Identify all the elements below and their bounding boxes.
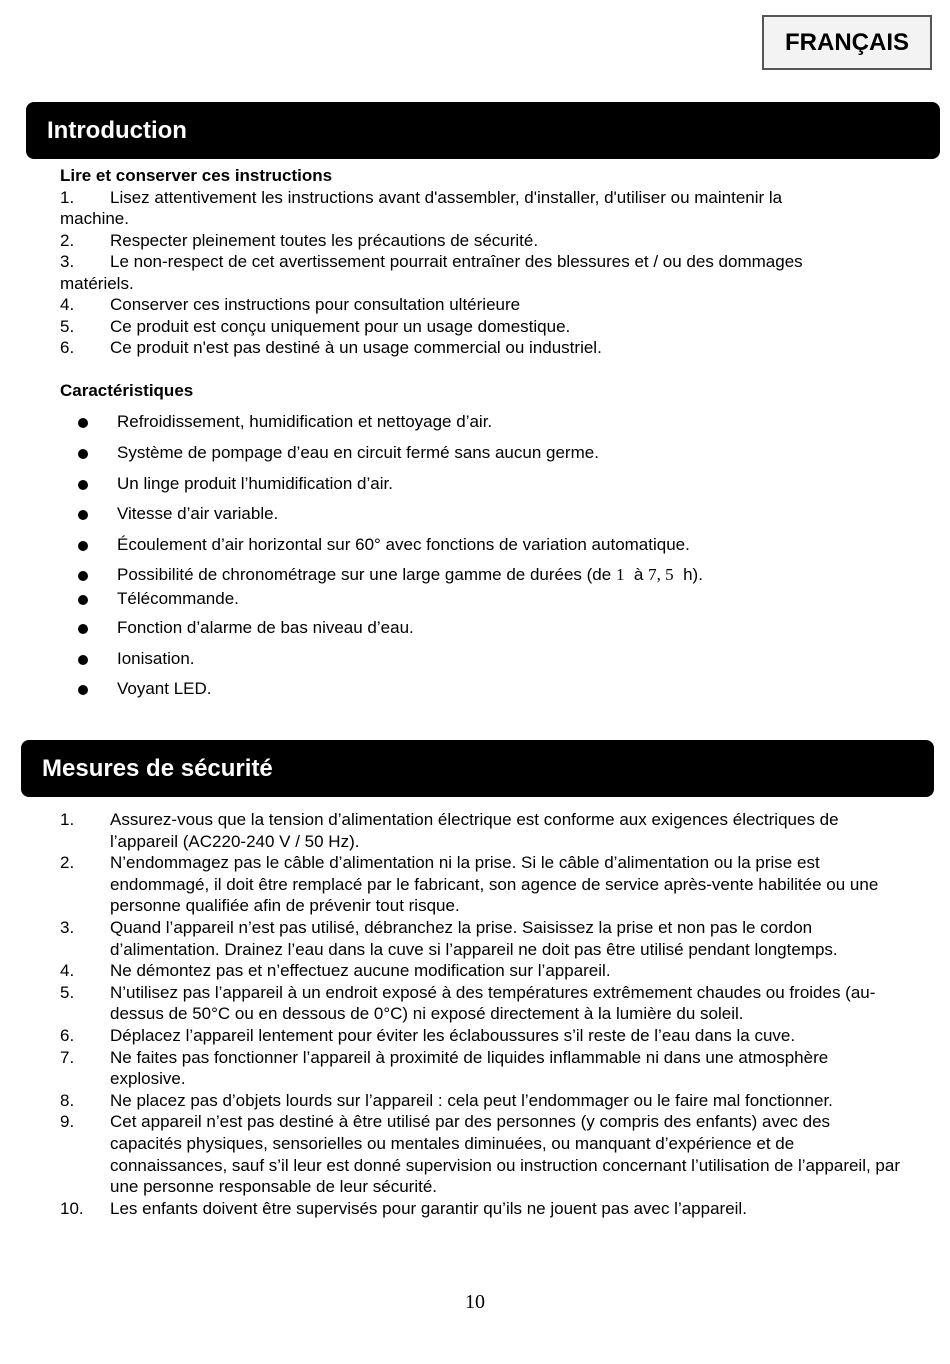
item-number: 2. bbox=[60, 853, 75, 873]
intro-item bbox=[60, 316, 910, 338]
section-title-introduction: Introduction bbox=[47, 116, 187, 144]
item-text-continued: matériels. bbox=[60, 273, 134, 293]
feature-text: Vitesse d’air variable. bbox=[117, 504, 279, 523]
intro-subheading: Lire et conserver ces instructions bbox=[60, 166, 333, 185]
feature-text: Fonction d’alarme de bas niveau d’eau. bbox=[117, 618, 414, 637]
section-title-safety: Mesures de sécurité bbox=[42, 754, 273, 782]
item-text: Déplacez l’appareil lentement pour éviter les éclaboussures s’il reste de l’eau dans la cuve. bbox=[110, 1025, 796, 1045]
safety-item bbox=[60, 917, 900, 960]
item-number: 3. bbox=[60, 252, 75, 271]
safety-item bbox=[60, 960, 900, 982]
item-text: Ne démontez pas et n’effectuez aucune modification sur l’appareil. bbox=[110, 961, 611, 981]
timer-unit: h). bbox=[683, 565, 703, 584]
item-text: N’utilisez pas l’appareil à un endroit exposé à des températures extrêmement chaudes ou froides (au-dessus de 50°C ou en dessous de 0°C) ni exposé directement à la lumière du soleil. bbox=[110, 982, 876, 1024]
item-number: 9. bbox=[60, 1112, 75, 1132]
feature-text-timer bbox=[117, 564, 703, 585]
intro-item bbox=[60, 294, 910, 316]
section-banner-safety bbox=[21, 740, 934, 797]
intro-item bbox=[60, 337, 910, 359]
item-text: Ne faites pas fonctionner l’appareil à proximité de liquides inflammable ni dans une atmosphère explosive. bbox=[110, 1047, 829, 1089]
bullet-icon bbox=[78, 480, 88, 490]
intro-section bbox=[60, 165, 910, 359]
language-label: FRANÇAIS bbox=[762, 15, 932, 70]
safety-item bbox=[60, 1047, 900, 1090]
item-text: Lisez attentivement les instructions avant d'assembler, d'installer, d'utiliser ou maintenir la bbox=[110, 187, 783, 207]
item-text: Ce produit n'est pas destiné à un usage commercial ou industriel. bbox=[110, 338, 602, 357]
section-banner-introduction bbox=[26, 102, 940, 159]
item-number: 5. bbox=[60, 982, 75, 1002]
bullet-icon bbox=[78, 510, 88, 520]
safety-item bbox=[60, 1198, 900, 1220]
timer-to: 7, 5 bbox=[648, 565, 674, 584]
bullet-icon bbox=[78, 571, 88, 581]
safety-item bbox=[60, 852, 900, 917]
safety-list bbox=[60, 809, 900, 1219]
intro-item bbox=[60, 251, 910, 294]
bullet-icon bbox=[78, 541, 88, 551]
safety-item bbox=[60, 1090, 900, 1112]
item-text: Ce produit est conçu uniquement pour un usage domestique. bbox=[110, 316, 571, 336]
item-number: 1. bbox=[60, 187, 75, 207]
item-text: Conserver ces instructions pour consultation ultérieure bbox=[110, 295, 521, 314]
item-number: 8. bbox=[60, 1090, 75, 1110]
feature-text: Ionisation. bbox=[117, 649, 195, 668]
feature-text: Voyant LED. bbox=[117, 679, 212, 698]
timer-from: 1 bbox=[615, 565, 625, 584]
item-text: Ne placez pas d’objets lourds sur l’appareil : cela peut l’endommager ou le faire mal fonctionner. bbox=[110, 1090, 833, 1110]
item-number: 6. bbox=[60, 338, 75, 357]
item-text: Respecter pleinement toutes les précautions de sécurité. bbox=[110, 230, 539, 250]
item-text: Le non-respect de cet avertissement pourrait entraîner des blessures et / ou des dommages bbox=[110, 252, 803, 271]
safety-item bbox=[60, 1025, 900, 1047]
page-number: 10 bbox=[465, 1291, 485, 1313]
item-text: N’endommagez pas le câble d’alimentation ni la prise. Si le câble d’alimentation ou la prise est endommagé, il doit être remplacé par le fabricant, son agence de service après-vente habilitée ou une personne qualifiée afin de prévenir tout risque. bbox=[110, 853, 879, 916]
timer-a: à bbox=[633, 565, 644, 584]
bullet-icon bbox=[78, 449, 88, 459]
intro-item bbox=[60, 187, 910, 230]
bullet-icon bbox=[78, 624, 88, 634]
item-number: 10. bbox=[60, 1198, 84, 1218]
item-number: 4. bbox=[60, 295, 75, 314]
safety-item bbox=[60, 1111, 900, 1197]
item-number: 1. bbox=[60, 810, 75, 829]
feature-text: Un linge produit l’humidification d’air. bbox=[117, 474, 393, 493]
safety-item bbox=[60, 809, 900, 852]
feature-text: Télécommande. bbox=[117, 589, 239, 608]
feature-text: Possibilité de chronométrage sur une large gamme de durées (de bbox=[117, 565, 612, 584]
item-text: Cet appareil n’est pas destiné à être utilisé par des personnes (y compris des enfants) avec des capacités physiques, sensorielles ou mentales diminuées, ou manquant d’expérience et de connaissances, sauf s’il leur est donné supervision ou instruction concernant l’utilisation de l’appareil, par une personne responsable de leur sécurité. bbox=[110, 1112, 901, 1197]
feature-text: Refroidissement, humidification et nettoyage d’air. bbox=[117, 412, 493, 431]
item-text: Les enfants doivent être supervisés pour garantir qu’ils ne jouent pas avec l’appareil. bbox=[110, 1198, 747, 1218]
intro-item bbox=[60, 230, 910, 252]
item-number: 3. bbox=[60, 917, 75, 937]
item-number: 6. bbox=[60, 1025, 75, 1045]
item-text: Quand l’appareil n’est pas utilisé, débranchez la prise. Saisissez la prise et non pas le cordon d’alimentation. Drainez l’eau dans la cuve si l’appareil ne doit pas être utilisé pendant longtemps. bbox=[110, 917, 838, 959]
bullet-icon bbox=[78, 418, 88, 428]
feature-text: Système de pompage d’eau en circuit fermé sans aucun germe. bbox=[117, 443, 599, 462]
bullet-icon bbox=[78, 595, 88, 605]
item-text-continued: machine. bbox=[60, 209, 129, 228]
item-number: 7. bbox=[60, 1047, 75, 1067]
bullet-icon bbox=[78, 685, 88, 695]
bullet-icon bbox=[78, 655, 88, 665]
safety-item bbox=[60, 982, 900, 1025]
feature-text: Écoulement d’air horizontal sur 60° avec fonctions de variation automatique. bbox=[117, 535, 690, 554]
features-title: Caractéristiques bbox=[60, 381, 194, 400]
item-number: 5. bbox=[60, 316, 75, 336]
item-number: 2. bbox=[60, 230, 75, 250]
item-text: Assurez-vous que la tension d’alimentation électrique est conforme aux exigences électriques de l’appareil (AC220-240 V / 50 Hz). bbox=[110, 810, 839, 851]
item-number: 4. bbox=[60, 961, 75, 981]
